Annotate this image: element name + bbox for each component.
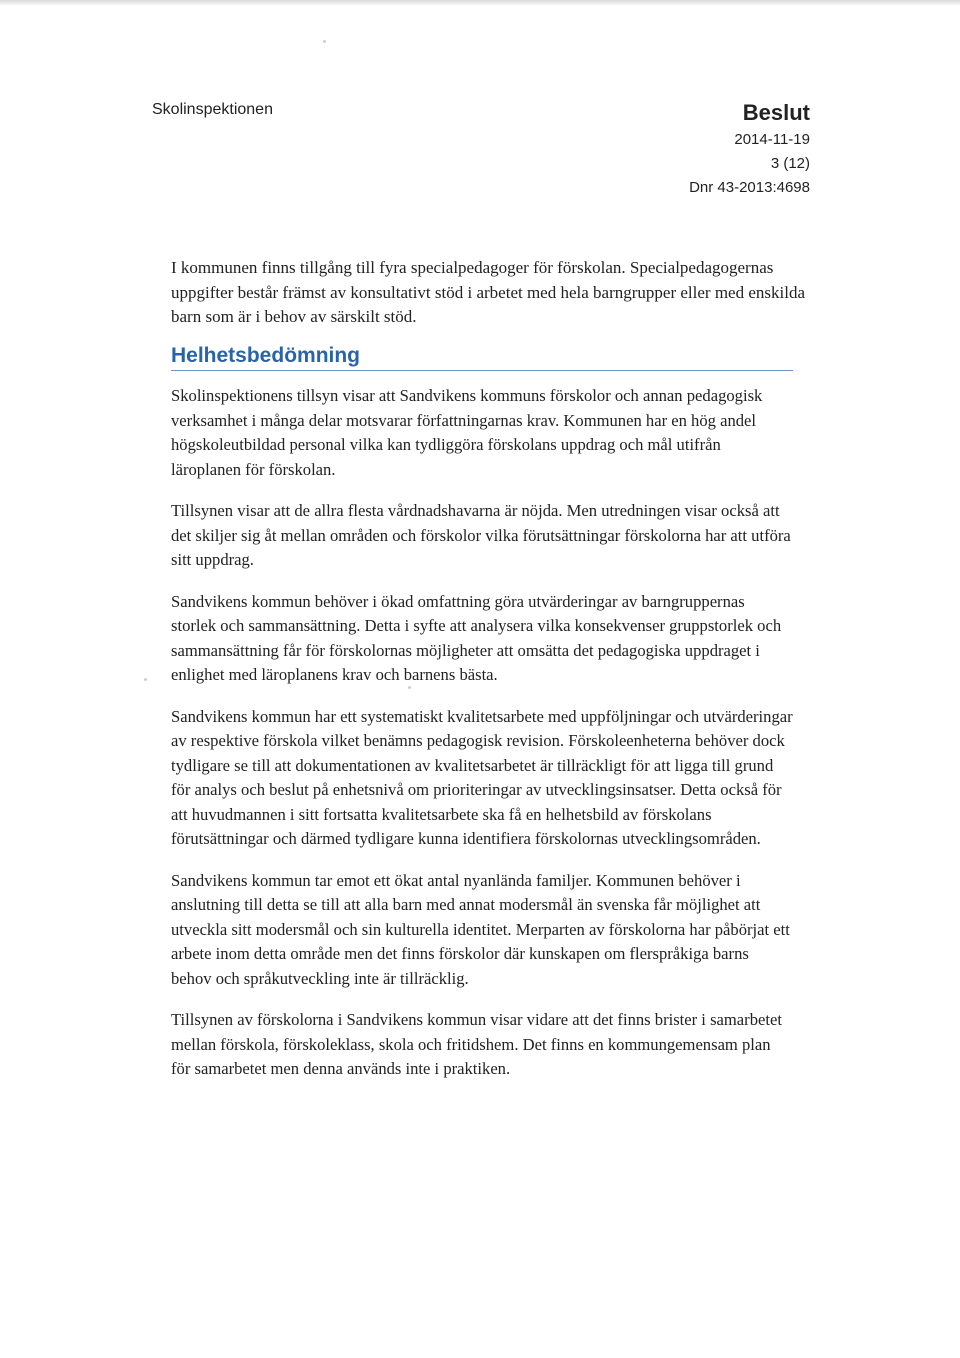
scan-edge [0,0,960,6]
section-body [171,384,793,1099]
paragraph: Skolinspektionens tillsyn visar att Sandvikens kommuns förskolor och annan pedagogisk verksamhet i många delar motsvarar författningarnas krav. Kommunen har en hög andel högskoleutbildad personal vilka kan tydliggöra förskolans uppdrag och mål utifrån läroplanen för förskolan. [171,386,763,479]
paragraph: Tillsynen av förskolorna i Sandvikens kommun visar vidare att det finns brister i samarbetet mellan förskola, förskoleklass, skola och fritidshem. Det finns en kommungemensam plan för samarbetet men denna används inte i praktiken. [171,1010,782,1078]
intro-paragraph: I kommunen finns tillgång till fyra specialpedagoger för förskolan. Specialpedagogernas uppgifter består främst av konsultativt stöd i arbetet med hela barngrupper eller med enskilda barn som är i behov av särskilt stöd. [171,258,805,326]
scan-speck [144,678,147,681]
case-number: Dnr 43-2013:4698 [689,179,810,196]
organization-name: Skolinspektionen [152,101,273,118]
scan-speck [408,686,411,689]
paragraph: Sandvikens kommun behöver i ökad omfattning göra utvärderingar av barngruppernas storlek och sammansättning. Detta i syfte att analysera vilka konsekvenser gruppstorlek och sammansättning får för förskolornas möjligheter att omsätta det pedagogiska uppdraget i enlighet med läroplanens krav och barnens bästa. [171,591,782,684]
scan-speck [323,40,326,43]
paragraph: Tillsynen visar att de allra flesta vårdnadshavarna är nöjda. Men utredningen visar också att det skiljer sig åt mellan områden och förskolor vilka förutsättningar förskolorna har att utföra sitt uppdrag. [171,501,791,569]
section-heading: Helhetsbedömning [171,344,793,371]
paragraph: Sandvikens kommun tar emot ett ökat antal nyanlända familjer. Kommunen behöver i anslutning till detta se till att alla barn med annat modersmål än svenska får möjlighet att utveckla sitt modersmål och sin kulturella identitet. Merparten av förskolorna har påbörjat ett arbete inom detta område men det finns förskolor där kunskapen om flerspråkiga barns behov och språkutveckling inte är tillräcklig. [171,870,790,988]
document-meta [689,100,810,200]
page-number: 3 (12) [770,155,810,172]
document-date: 2014-11-19 [734,131,810,148]
paragraph: Sandvikens kommun har ett systematiskt kvalitetsarbete med uppföljningar och utvärderingar av respektive förskola vilket benämns pedagogisk revision. Förskoleenheterna behöver dock tydligare se till att dokumentationen av kvalitetsarbetet är tillräckligt för att ligga till grund för analys och beslut på enhetsnivå om prioriteringar av utvecklingsinsatser. Detta också för att huvudmannen i sitt fortsatta kvalitetsarbete ska få en helhetsbild av förskolans förutsättningar och därmed tydligare kunna identifiera förskolornas utvecklingsområden. [171,706,793,848]
document-type: Beslut [742,100,810,125]
